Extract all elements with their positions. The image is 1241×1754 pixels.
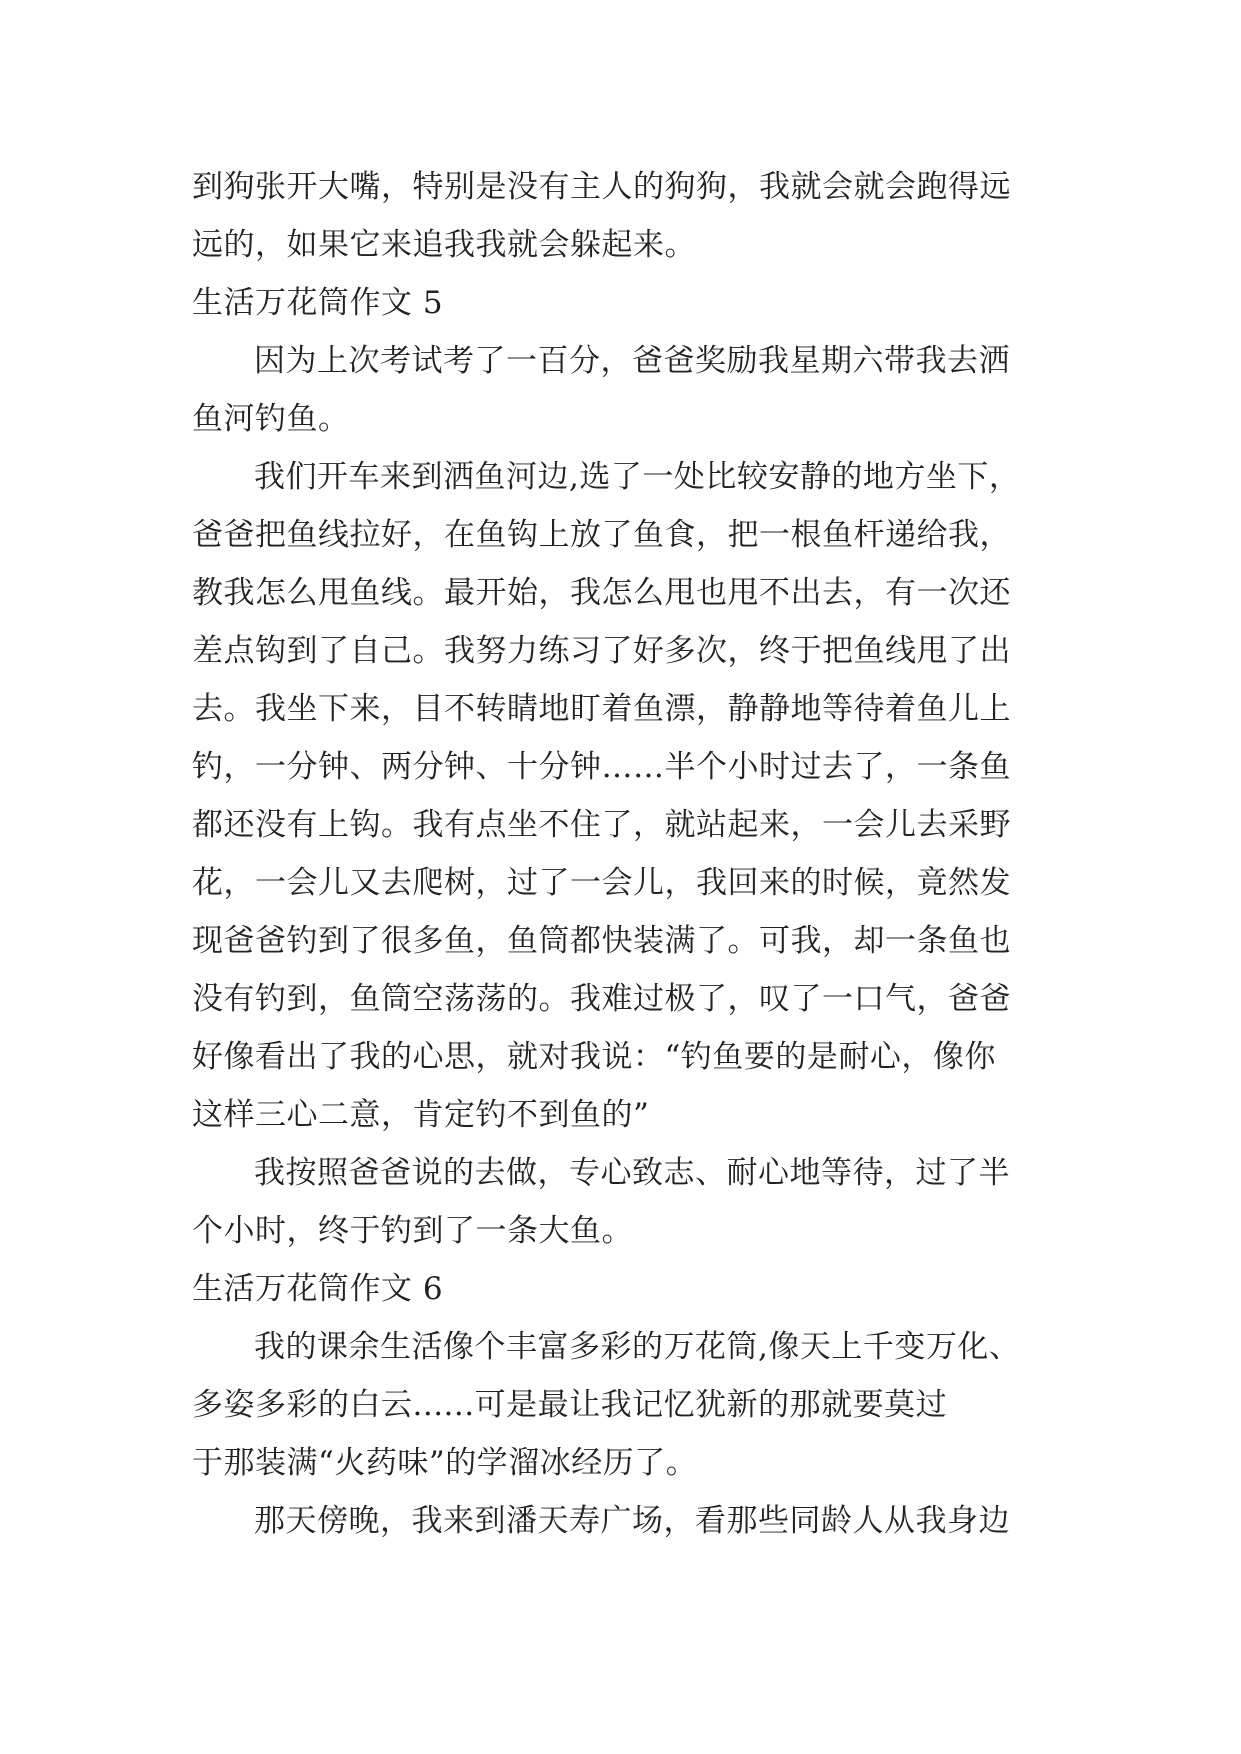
text-line: 去。我坐下来，目不转睛地盯着鱼漂，静静地等待着鱼儿上	[192, 691, 1011, 727]
text-line: 差点钩到了自己。我努力练习了好多次，终于把鱼线甩了出	[192, 633, 1011, 669]
document-body	[192, 158, 1062, 1550]
text-line: 花，一会儿又去爬树，过了一会儿，我回来的时候，竟然发	[192, 865, 1011, 901]
text-line: 鱼河钓鱼。	[192, 401, 350, 437]
text-line: 爸爸把鱼线拉好，在鱼钩上放了鱼食，把一根鱼杆递给我，	[192, 517, 1011, 553]
text-line: 没有钓到，鱼筒空荡荡的。我难过极了，叹了一口气，爸爸	[192, 981, 1011, 1017]
text-line: 我按照爸爸说的去做，专心致志、耐心地等待，过了半	[254, 1155, 1010, 1191]
text-line: 因为上次考试考了一百分，爸爸奖励我星期六带我去洒	[254, 343, 1010, 379]
text-line: 到狗张开大嘴，特别是没有主人的狗狗，我就会就会跑得远	[192, 169, 1011, 205]
text-line: 钓，一分钟、两分钟、十分钟……半个小时过去了，一条鱼	[192, 749, 1011, 785]
section-heading: 生活万花筒作文 5	[192, 285, 444, 321]
text-line: 好像看出了我的心思，就对我说：“钓鱼要的是耐心，像你	[192, 1039, 996, 1075]
text-line: 于那装满“火药味”的学溜冰经历了。	[192, 1445, 698, 1481]
text-line: 我们开车来到洒鱼河边,选了一处比较安静的地方坐下，	[254, 459, 1021, 495]
text-line: 远的，如果它来追我我就会躲起来。	[192, 227, 696, 263]
text-line: 现爸爸钓到了很多鱼，鱼筒都快装满了。可我，却一条鱼也	[192, 923, 1011, 959]
text-line: 教我怎么甩鱼线。最开始，我怎么甩也甩不出去，有一次还	[192, 575, 1011, 611]
section-heading: 生活万花筒作文 6	[192, 1271, 444, 1307]
text-line: 个小时，终于钓到了一条大鱼。	[192, 1213, 633, 1249]
text-line: 那天傍晚，我来到潘天寿广场，看那些同龄人从我身边	[254, 1503, 1010, 1539]
text-line: 多姿多彩的白云......可是最让我记忆犹新的那就要莫过	[192, 1387, 948, 1423]
text-line: 都还没有上钩。我有点坐不住了，就站起来，一会儿去采野	[192, 807, 1011, 843]
text-line: 我的课余生活像个丰富多彩的万花筒,像天上千变万化、	[254, 1329, 1021, 1365]
text-line: 这样三心二意，肯定钓不到鱼的”	[192, 1097, 650, 1133]
